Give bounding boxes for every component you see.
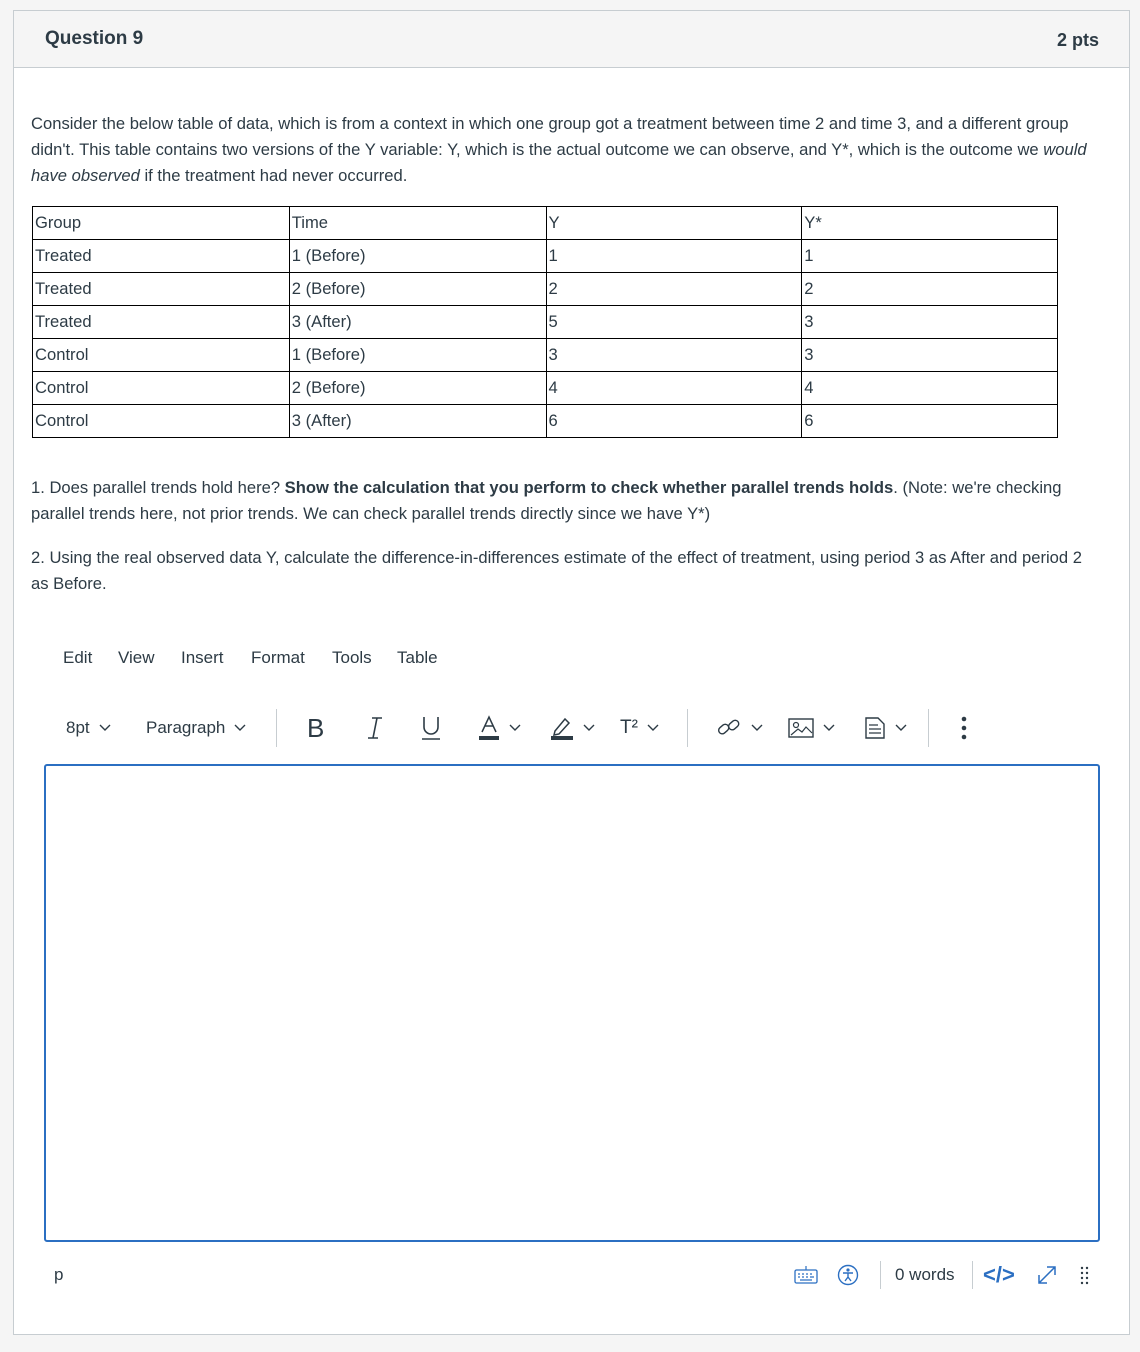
table-cell: 2 (Before) [289, 372, 546, 405]
chevron-down-icon [647, 724, 659, 732]
table-cell: 6 [546, 405, 802, 438]
table-cell: 3 [802, 306, 1058, 339]
item1-prefix: 1. Does parallel trends hold here? [31, 478, 285, 497]
table-cell: Control [33, 405, 290, 438]
table-cell: Treated [33, 306, 290, 339]
drag-handle-icon [1080, 1265, 1090, 1285]
text-color-icon [478, 715, 500, 741]
fullscreen-button[interactable] [1036, 1258, 1058, 1292]
highlighter-icon [550, 715, 574, 741]
fullscreen-icon [1036, 1264, 1058, 1286]
resize-handle[interactable] [1080, 1258, 1090, 1292]
question-title: Question 9 [45, 28, 144, 49]
answer-editor[interactable] [44, 764, 1100, 1242]
font-size-select[interactable] [66, 706, 111, 750]
table-cell: 3 (After) [289, 306, 546, 339]
question-header [14, 11, 1129, 68]
table-cell: 5 [546, 306, 802, 339]
menu-tools[interactable]: Tools [332, 648, 372, 667]
link-button[interactable] [716, 706, 763, 750]
table-cell: Treated [33, 240, 290, 273]
accessibility-checker-button[interactable] [837, 1258, 859, 1292]
svg-text:B: B [307, 716, 325, 740]
highlight-color-button[interactable] [550, 706, 595, 750]
font-size-value: 8pt [66, 718, 90, 737]
table-cell: 3 [546, 339, 802, 372]
menu-insert[interactable]: Insert [181, 648, 224, 667]
toolbar-separator [928, 709, 929, 747]
toolbar-separator [276, 709, 277, 747]
menu-table[interactable]: Table [397, 648, 438, 667]
underline-icon [420, 715, 442, 741]
more-vertical-icon [960, 715, 968, 741]
editor-toolbar [44, 706, 1100, 750]
item1-bold: Show the calculation that you perform to check whether parallel trends holds [284, 478, 894, 497]
table-header-cell: Group [33, 207, 290, 240]
menu-edit[interactable]: Edit [63, 648, 93, 667]
table-cell: 1 (Before) [289, 240, 546, 273]
table-row [33, 240, 1058, 273]
intro-italic: would have observed [31, 140, 1087, 185]
data-table [32, 206, 1058, 438]
question-item-2: 2. Using the real observed data Y, calculate the difference-in-differences estimate of the effect of treatment, using period 3 as After and period 2 as Before. [31, 548, 1082, 593]
image-button[interactable] [788, 706, 835, 750]
chevron-down-icon [583, 724, 595, 732]
table-cell: Control [33, 339, 290, 372]
table-cell: 2 [546, 273, 802, 306]
keyboard-icon [794, 1266, 818, 1284]
document-icon [864, 716, 886, 740]
italic-icon [366, 716, 384, 740]
underline-button[interactable] [420, 706, 442, 750]
intro-text-1: Consider the below table of data, which is from a context in which one group got a treatment between time 2 and time 3, and a different group didn't. This table contains two versions of the Y variable: Y, which is the actual outcome we can observe, and Y*, which is the outcome we [31, 114, 1069, 159]
table-cell: 4 [546, 372, 802, 405]
table-cell: Control [33, 372, 290, 405]
document-button[interactable] [864, 706, 907, 750]
question-item-1 [31, 475, 1091, 527]
menu-format[interactable]: Format [251, 648, 305, 667]
html-editor-toggle[interactable]: </> [983, 1262, 1015, 1287]
toolbar-separator [687, 709, 688, 747]
text-color-button[interactable] [478, 706, 521, 750]
element-path[interactable]: p [54, 1265, 64, 1284]
bold-icon [306, 716, 328, 740]
accessibility-icon [837, 1264, 859, 1286]
bold-button[interactable] [306, 706, 328, 750]
table-cell: 6 [802, 405, 1058, 438]
item1-suffix: . (Note: we're checking parallel trends here, not prior trends. We can check parallel trends directly since we have Y*) [31, 478, 1062, 523]
chevron-down-icon [509, 724, 521, 732]
question-points: 2 pts [1056, 30, 1099, 50]
table-cell: 4 [802, 372, 1058, 405]
chevron-down-icon [823, 724, 835, 732]
block-format-select[interactable] [146, 706, 246, 750]
editor-statusbar [44, 1258, 1100, 1292]
block-format-value: Paragraph [146, 718, 226, 737]
chevron-down-icon [234, 724, 246, 732]
table-header-cell: Y [546, 207, 802, 240]
more-options-button[interactable] [960, 706, 968, 750]
table-row [33, 372, 1058, 405]
link-icon [716, 716, 742, 740]
statusbar-separator [880, 1261, 881, 1289]
intro-text-2: if the treatment had never occurred. [139, 166, 408, 185]
italic-button[interactable] [366, 706, 384, 750]
table-cell: 3 [802, 339, 1058, 372]
image-icon [788, 717, 814, 739]
table-row [33, 339, 1058, 372]
word-count: 0 words [895, 1265, 955, 1284]
table-cell: 3 (After) [289, 405, 546, 438]
table-cell: 1 [802, 240, 1058, 273]
chevron-down-icon [751, 724, 763, 732]
table-cell: 2 (Before) [289, 273, 546, 306]
statusbar-separator [972, 1261, 973, 1289]
table-header-cell: Y* [802, 207, 1058, 240]
menu-view[interactable]: View [118, 648, 155, 667]
keyboard-shortcuts-button[interactable] [794, 1258, 818, 1292]
table-cell: 2 [802, 273, 1058, 306]
superscript-button[interactable] [620, 706, 659, 750]
table-header-cell: Time [289, 207, 546, 240]
table-row [33, 405, 1058, 438]
chevron-down-icon [99, 724, 111, 732]
table-row [33, 306, 1058, 339]
table-cell: 1 [546, 240, 802, 273]
table-row [33, 273, 1058, 306]
table-header-row [33, 207, 1058, 240]
table-cell: Treated [33, 273, 290, 306]
superscript-icon: T² [620, 717, 638, 738]
table-cell: 1 (Before) [289, 339, 546, 372]
chevron-down-icon [895, 724, 907, 732]
question-intro [31, 111, 1091, 189]
